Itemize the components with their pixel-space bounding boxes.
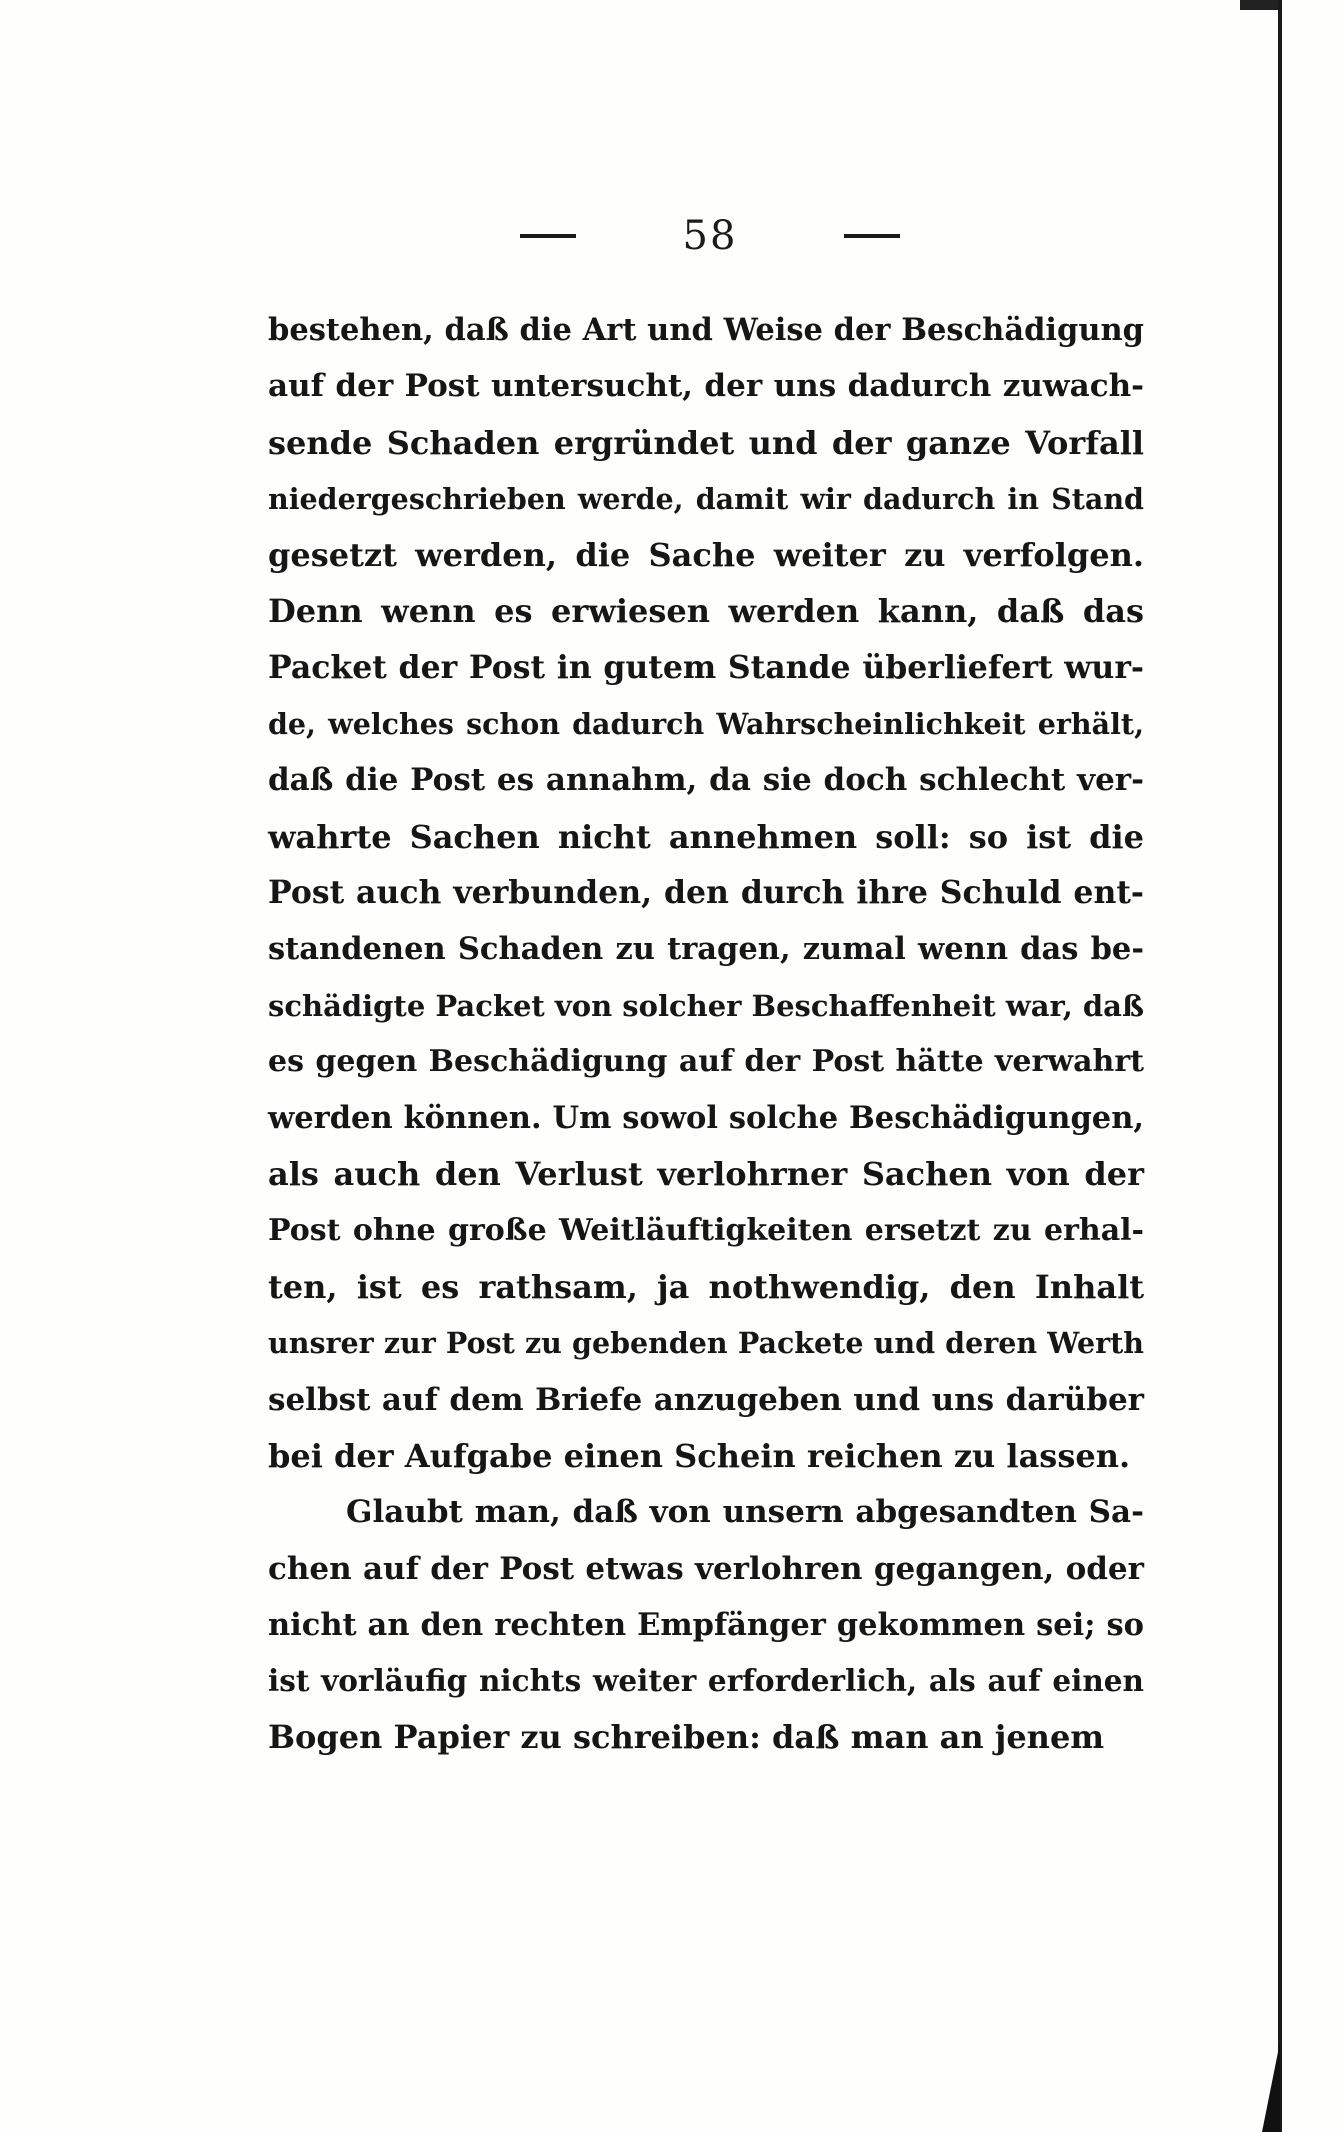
text-line: als auch den Verlust verlohrner Sachen von der [268,1155,1144,1194]
scan-edge-top [1240,0,1280,10]
text-line: es gegen Beschädigung auf der Post hätte verwahrt [268,1043,1144,1079]
text-line: Post auch verbunden, den durch ihre Schuld ent- [268,873,1144,911]
text-line: schädigte Packet von solcher Beschaffenheit war, daß [268,988,1144,1023]
text-line: chen auf der Post etwas verlohren gegangen, oder [268,1550,1144,1587]
text-line: de, welches schon dadurch Wahrscheinlichkeit erhält, [268,707,1144,742]
text-line: ten, ist es rathsam, ja nothwendig, den Inhalt [268,1268,1144,1307]
text-line: Post ohne große Weitläuftigkeiten ersetzt zu erhal- [268,1212,1144,1248]
text-line: bestehen, daß die Art und Weise der Beschädigung [268,312,1144,348]
text-line: standenen Schaden zu tragen, zumal wenn das be- [268,931,1144,968]
page-header [520,206,900,266]
text-line: daß die Post es annahm, da sie doch schlecht ver- [268,762,1144,799]
scan-edge-corner [1262,2042,1280,2132]
text-line: gesetzt werden, die Sache weiter zu verfolgen. [268,536,1144,575]
text-line: Glaubt man, daß von unsern abgesandten Sa- [346,1494,1144,1531]
text-line: Packet der Post in gutem Stande überliefert wur- [268,648,1144,686]
header-dash-right [844,234,900,238]
text-line: unsrer zur Post zu gebenden Packete und deren Werth [268,1326,1144,1361]
text-line: nicht an den rechten Empfänger gekommen sei; so [268,1606,1144,1643]
header-dash-left [520,234,576,238]
scan-edge-right [1278,0,1282,2132]
text-line: niedergeschrieben werde, damit wir dadurch in Stand [268,481,1144,516]
text-line: Denn wenn es erwiesen werden kann, daß das [268,592,1144,631]
text-line: Bogen Papier zu schreiben: daß man an jenem [268,1718,1105,1757]
page-number: 58 [682,213,738,259]
text-line: selbst auf dem Briefe anzugeben und uns darüber [268,1381,1144,1418]
text-line: bei der Aufgabe einen Schein reichen zu lassen. [268,1436,1131,1475]
text-line: auf der Post untersucht, der uns dadurch zuwach- [268,368,1144,405]
text-line: wahrte Sachen nicht annehmen soll: so ist die [268,817,1144,856]
body-text [268,302,1144,1766]
text-line: sende Schaden ergründet und der ganze Vorfall [268,423,1144,462]
text-line: werden können. Um sowol solche Beschädigungen, [268,1100,1144,1137]
text-line: ist vorläufig nichts weiter erforderlich, als auf einen [268,1663,1144,1699]
